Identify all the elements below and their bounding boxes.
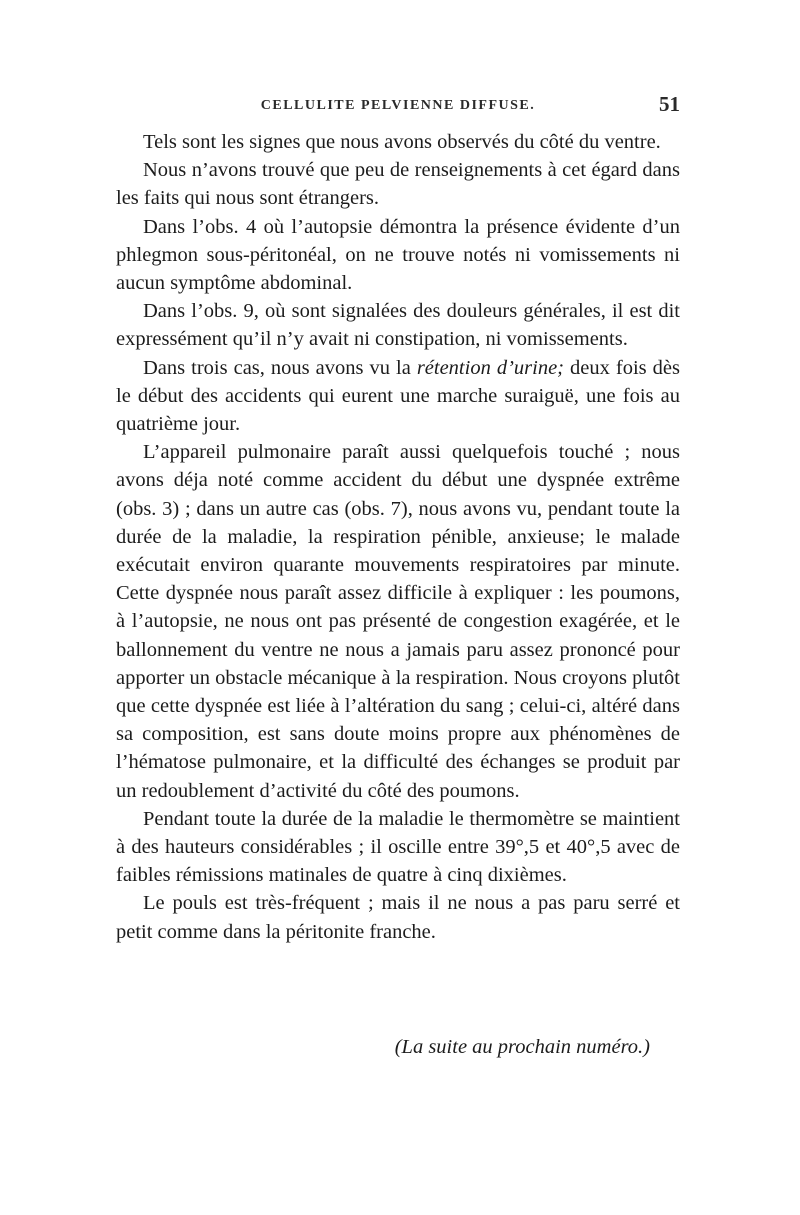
paragraph-2: Nous n’avons trouvé que peu de renseignements à cet égard dans les faits qui nous sont étrangers.	[116, 159, 680, 210]
paragraph-5	[116, 354, 680, 439]
paragraph-5-before: Dans trois cas, nous avons vu la	[143, 356, 417, 379]
paragraph-6: L’appareil pulmonaire paraît aussi quelquefois touché ; nous avons déja noté comme accident du début une dyspnée extrême (obs. 3) ; dans un autre cas (obs. 7), nous avons vu, pendant toute la durée de la maladie, la respiration pénible, anxieuse; le malade exécutait environ quarante mouvements respiratoires par minute. Cette dyspnée nous paraît assez difficile à expliquer : les poumons, à l’autopsie, ne nous ont pas présenté de congestion exagérée, et le ballonnement du ventre ne nous a jamais paru assez prononcé pour apporter un obstacle mécanique à la respiration. Nous croyons plutôt que cette dyspnée est liée à l’altération du sang ; celui-ci, altéré dans sa composition, est sans doute moins propre aux phénomènes de l’hématose pulmonaire, et la difficulté des échanges se produit par un redoublement d’activité du côté des poumons.	[116, 441, 680, 802]
paragraph-3: Dans l’obs. 4 où l’autopsie démontra la présence évidente d’un phlegmon sous-péritonéal, on ne trouve notés ni vomissements ni aucun symptôme abdominal.	[116, 215, 680, 295]
running-title: CELLULITE PELVIENNE DIFFUSE.	[260, 98, 536, 113]
body-text	[116, 128, 680, 946]
paragraph-5-after: deux fois dès le début des accidents qui eurent une marche suraiguë, une fois au quatrième jour.	[116, 356, 680, 436]
paragraph-7: Pendant toute la durée de la maladie le thermomètre se maintient à des hauteurs considérables ; il oscille entre 39°,5 et 40°,5 avec de faibles rémissions matinales de quatre à cinq dixièmes.	[116, 807, 680, 887]
paragraph-1: Tels sont les signes que nous avons observés du côté du ventre.	[143, 131, 661, 153]
continuation-note: (La suite au prochain numéro.)	[394, 1036, 650, 1058]
paragraph-5-italic: rétention d’urine;	[416, 356, 565, 379]
paragraph-8: Le pouls est très-fréquent ; mais il ne nous a pas paru serré et petit comme dans la péritonite franche.	[116, 892, 680, 943]
page-number: 51	[659, 92, 680, 116]
running-head	[116, 92, 680, 120]
paragraph-4: Dans l’obs. 9, où sont signalées des douleurs générales, il est dit expressément qu’il n’y avait ni constipation, ni vomissements.	[116, 300, 680, 351]
